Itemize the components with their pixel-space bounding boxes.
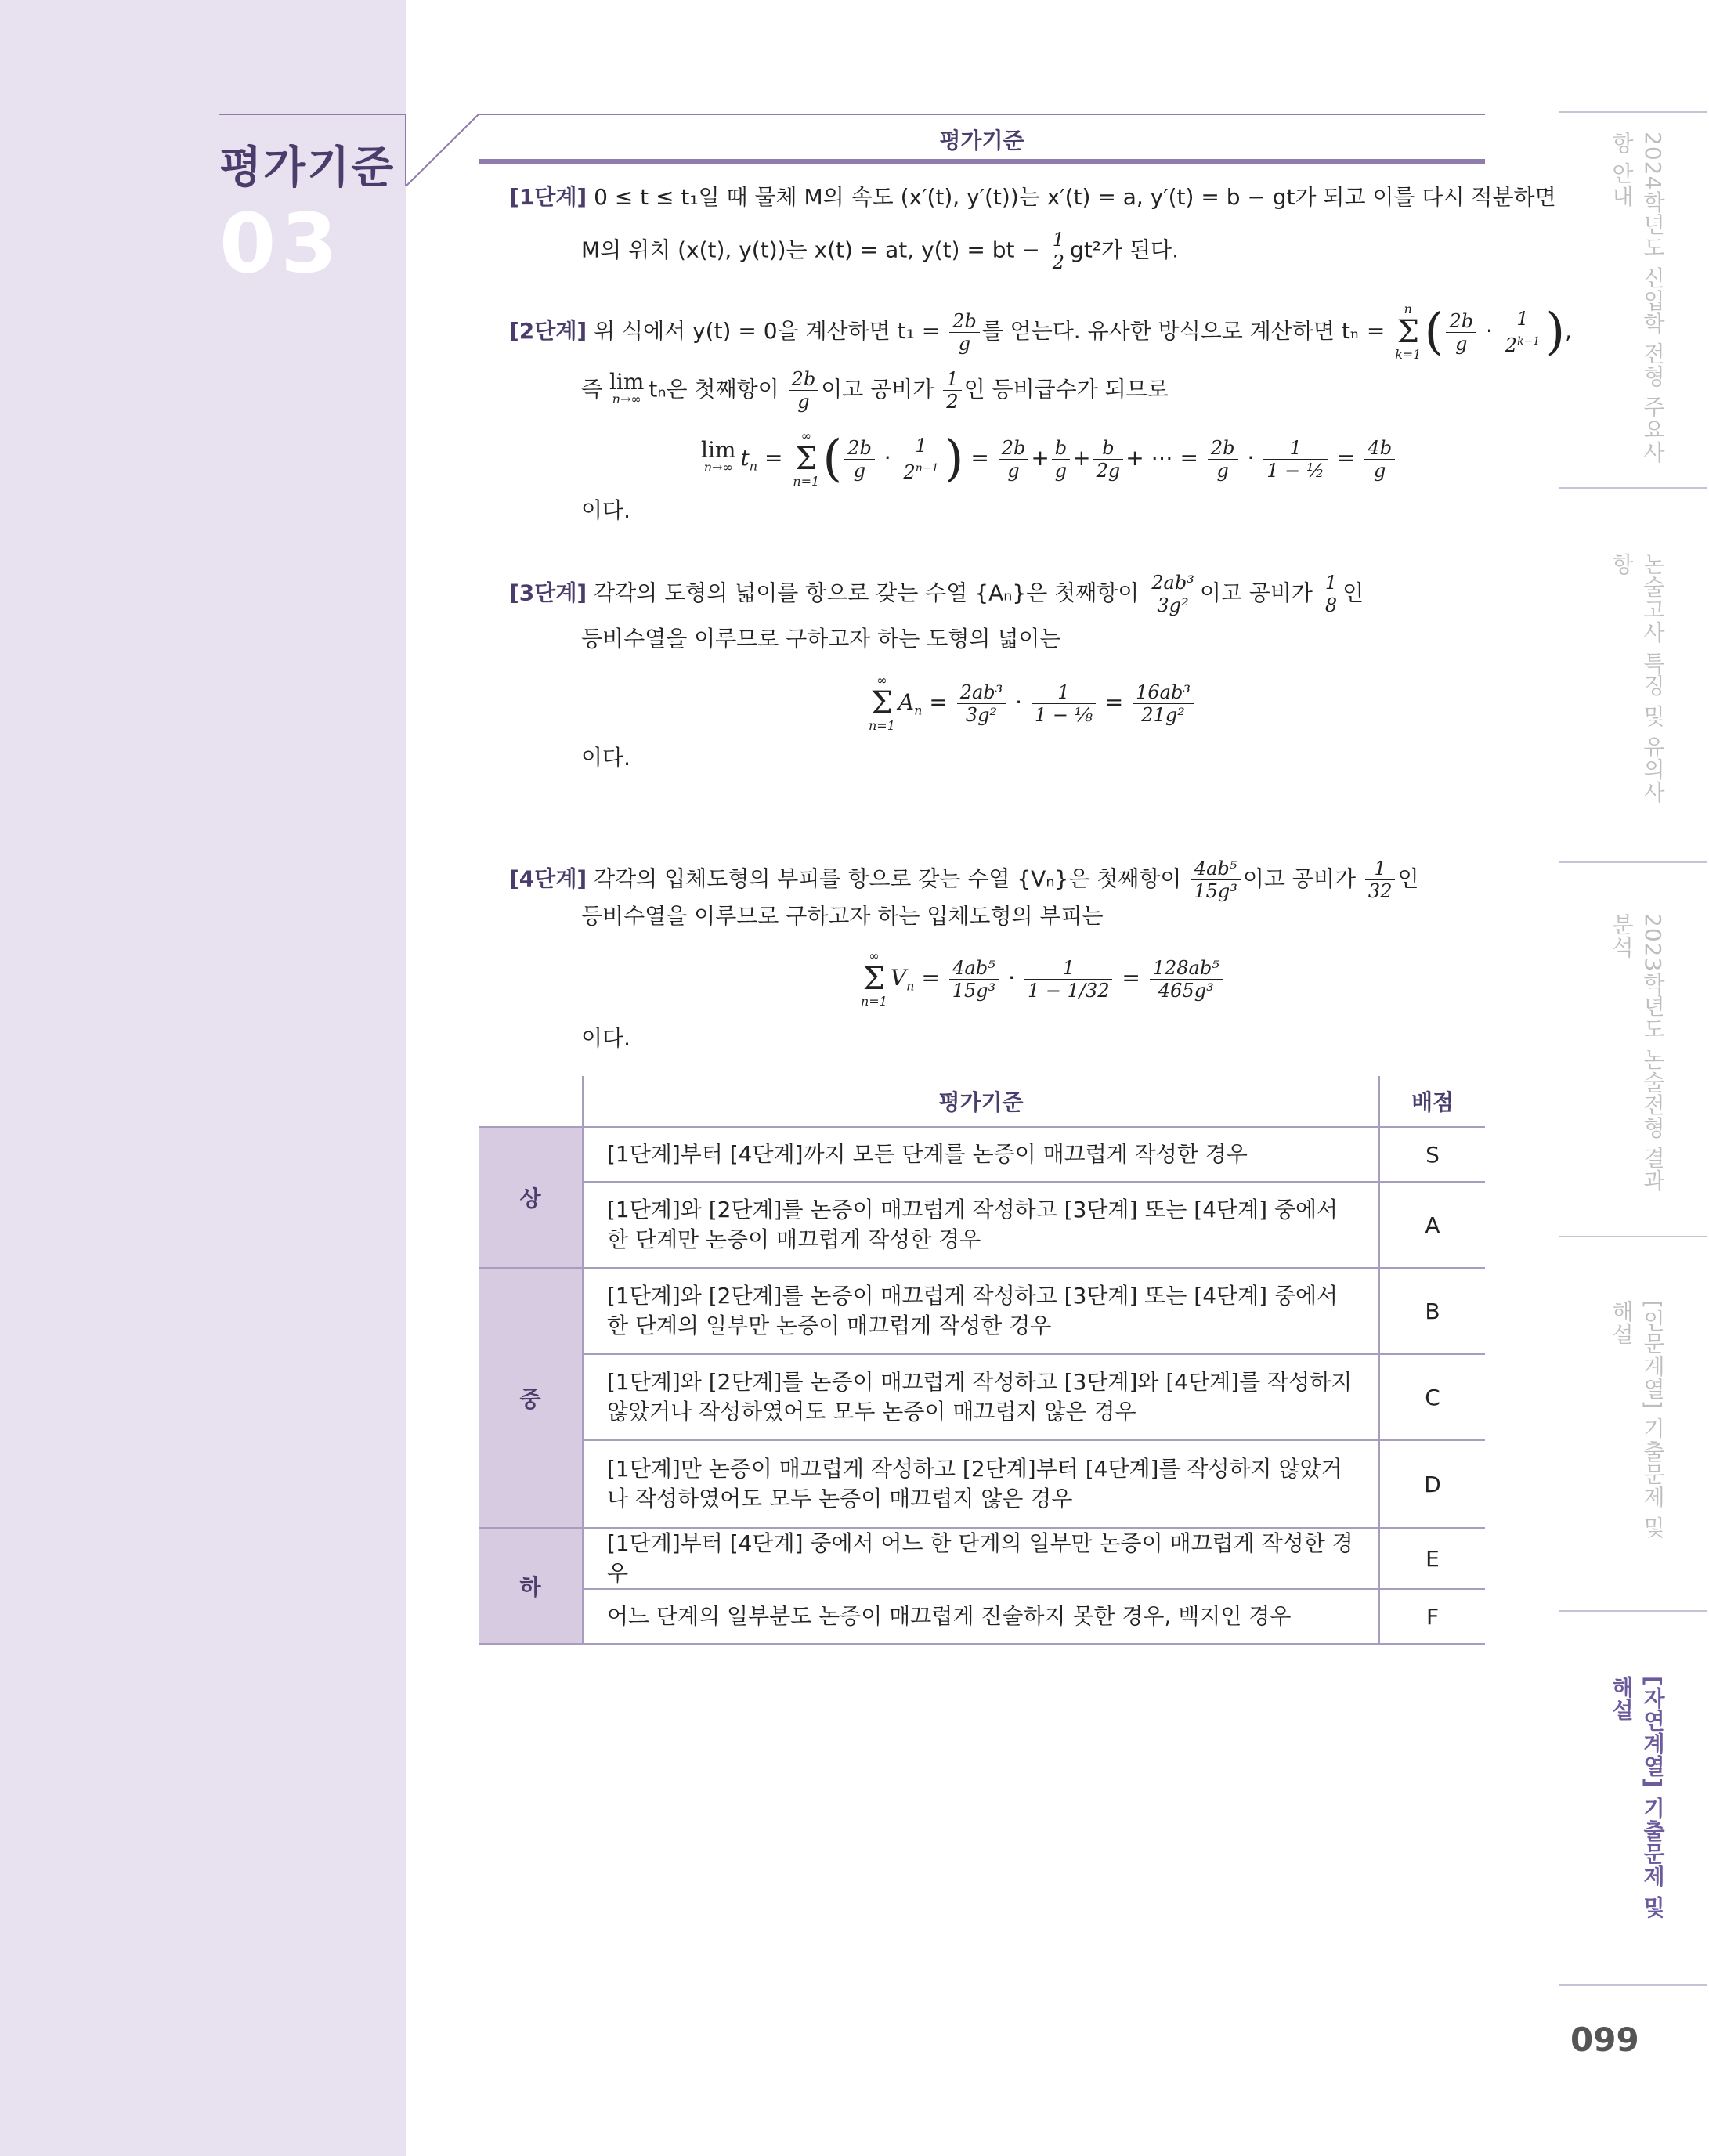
step3-text1a: 각각의 도형의 넓이를 항으로 갖는 수열 {Aₙ}은 첫째항이 <box>587 580 1147 606</box>
criteria-cell: 어느 단계의 일부분도 논증이 매끄럽게 진술하지 못한 경우, 백지인 경우 <box>583 1589 1379 1644</box>
nav-item-results-analysis[interactable]: 2023학년도 논술전형 결과 분석 <box>1609 913 1666 1193</box>
section-number: 03 <box>219 196 342 291</box>
score-cell: F <box>1379 1589 1485 1644</box>
score-cell: E <box>1379 1528 1485 1589</box>
score-cell: C <box>1379 1354 1485 1440</box>
step4-label: [4단계] <box>509 865 587 892</box>
table-header-criteria: 평가기준 <box>583 1076 1379 1127</box>
table-row <box>479 1528 1485 1589</box>
step1-label: [1단계] <box>509 184 587 210</box>
criteria-cell: [1단계]만 논증이 매끄럽게 작성하고 [2단계]부터 [4단계]를 작성하지 않았거나 작성하였어도 모두 논증이 매끄럽지 않은 경우 <box>583 1440 1379 1528</box>
criteria-cell: [1단계]와 [2단계]를 논증이 매끄럽게 작성하고 [3단계]와 [4단계]를 작성하지 않았거나 작성하였어도 모두 논증이 매끄럽지 않은 경우 <box>583 1354 1379 1440</box>
step2-line2: 즉 lim n→∞ tₙ은 첫째항이 $\frac{2b}{g}$ 이고 공비가 $\frac{1}{2}$ 인 등비급수가 되므로 <box>581 368 1169 413</box>
step2-text2d: 인 등비급수가 되므로 <box>963 376 1169 403</box>
step2-text2a: 즉 <box>581 376 609 403</box>
step3-text2: 등비수열을 이루므로 구하고자 하는 도형의 넓이는 <box>581 626 1061 652</box>
nav-divider <box>1559 1984 1707 1986</box>
step2-text2c: 이고 공비가 <box>821 376 941 403</box>
step3-line1: [3단계] 각각의 도형의 넓이를 항으로 갖는 수열 {Aₙ}은 첫째항이 $\frac{\text{2ab³}}{\text{3g²}}$ 이고 공비가 $\frac{1}{8}$ 인 <box>509 572 1364 616</box>
table-row <box>479 1589 1485 1644</box>
box-title: 평가기준 <box>939 128 1024 153</box>
score-cell: D <box>1379 1440 1485 1528</box>
step2-label: [2단계] <box>509 318 587 344</box>
table-row <box>479 1440 1485 1528</box>
table-row <box>479 1354 1485 1440</box>
level-high: 상 <box>479 1127 583 1268</box>
sum-symbol: n Σ k=1 <box>1395 302 1422 362</box>
step2-line1: [2단계] 위 식에서 y(t) = 0을 계산하면 t₁ = $\frac{2b}{g}$ 를 얻는다. 유사한 방식으로 계산하면 tₙ = n Σ k=1 ( $\frac{2b}{g}$ · $\frac{1}{2^{k-1}}$ ), <box>509 302 1573 362</box>
nav-divider <box>1559 487 1707 489</box>
step3-text1b: 이고 공비가 <box>1199 580 1320 606</box>
nav-divider <box>1559 1610 1707 1612</box>
step2-text2b: tₙ은 첫째항이 <box>649 376 786 403</box>
step3-text1c: 인 <box>1342 580 1364 606</box>
nav-item-natural-sciences[interactable]: [자연계열] 기출문제 및 해설 <box>1609 1676 1666 1919</box>
score-cell: A <box>1379 1182 1485 1268</box>
step2-text1b: 를 얻는다. 유사한 방식으로 계산하면 t <box>981 318 1350 344</box>
page-number: 099 <box>1570 2021 1639 2059</box>
score-cell: S <box>1379 1127 1485 1182</box>
criteria-cell: [1단계]부터 [4단계] 중에서 어느 한 단계의 일부만 논증이 매끄럽게 작성한 경우 <box>583 1528 1379 1589</box>
step4-equation: ∞ Σ n=1 $V_n$ = $\frac{\text{4ab⁵}}{\text{15g³}}$ · $\frac{1}{1 - 1/32}$ = $\frac{\text{128ab⁵}}{\text{465g³}}$ <box>858 949 1225 1009</box>
nav-divider <box>1559 1236 1707 1237</box>
step1-text1: 0 ≤ t ≤ t₁일 때 물체 M의 속도 (x′(t), y′(t))는 x′(t) = a, y′(t) = b − gt가 되고 이를 다시 적분하면 <box>587 184 1556 210</box>
score-cell: B <box>1379 1268 1485 1354</box>
section-title: 평가기준 <box>219 143 396 193</box>
step2-equation: lim n→∞ $t_n$ = ∞ Σ n=1 ( $\frac{2b}{g}$ · $\frac{1}{2^{n-1}}$ ) = $\frac{2b}{g}$ + $\frac{b}{g}$ + $\frac{b}{2g}$ + ⋯ = $\frac{2b}{g}$ · $\frac{1}{\text{1 − ½}}$ = $\frac{4b}{g}$ <box>701 429 1397 489</box>
criteria-cell: [1단계]와 [2단계]를 논증이 매끄럽게 작성하고 [3단계] 또는 [4단계] 중에서 한 단계만 논증이 매끄럽게 작성한 경우 <box>583 1182 1379 1268</box>
step4-text2: 등비수열을 이루므로 구하고자 하는 입체도형의 부피는 <box>581 903 1104 929</box>
step2-text1a: 위 식에서 y(t) = 0을 계산하면 t₁ = <box>587 318 948 344</box>
step4-text1c: 인 <box>1397 865 1419 892</box>
criteria-cell: [1단계]와 [2단계]를 논증이 매끄럽게 작성하고 [3단계] 또는 [4단계] 중에서 한 단계의 일부만 논증이 매끄럽게 작성한 경우 <box>583 1268 1379 1354</box>
step4-text3: 이다. <box>581 1025 630 1051</box>
left-band <box>0 0 406 2156</box>
step3-equation: ∞ Σ n=1 $A_n$ = $\frac{\text{2ab³}}{\text{3g²}}$ · $\frac{1}{\text{1 − ⅛}}$ = $\frac{\text{16ab³}}{\text{21g²}}$ <box>865 674 1196 733</box>
half-fraction: $\frac{1}{2}$ <box>1050 229 1068 273</box>
step1-line1 <box>509 182 1556 213</box>
nav-divider <box>1559 111 1707 113</box>
step1-text2b: gt²가 된다. <box>1070 237 1179 263</box>
step4-text1a: 각각의 입체도형의 부피를 항으로 갖는 수열 {Vₙ}은 첫째항이 <box>587 865 1189 892</box>
table-row <box>479 1268 1485 1354</box>
t1-fraction: $\frac{2b}{g}$ <box>949 310 980 355</box>
nav-item-essay-features[interactable]: 논술고사 특징 및 유의사항 <box>1609 553 1666 804</box>
evaluation-table <box>479 1076 1485 1645</box>
table-header-score: 배점 <box>1379 1076 1485 1127</box>
box-title-bar <box>479 159 1485 164</box>
step3-text3: 이다. <box>581 745 630 771</box>
step4-line1: [4단계] 각각의 입체도형의 부피를 항으로 갖는 수열 {Vₙ}은 첫째항이 $\frac{\text{4ab⁵}}{\text{15g³}}$ 이고 공비가 $\frac{1}{32}$ 인 <box>509 858 1419 902</box>
step2-text3: 이다. <box>581 497 630 523</box>
nav-item-admission-guide[interactable]: 2024학년도 신입학 전형 주요사항 안내 <box>1609 132 1666 464</box>
step1-text2a: M의 위치 (x(t), y(t))는 x(t) = at, y(t) = bt − <box>581 237 1047 263</box>
step3-label: [3단계] <box>509 580 587 606</box>
level-mid: 중 <box>479 1268 583 1528</box>
table-row <box>479 1127 1485 1182</box>
level-low: 하 <box>479 1528 583 1644</box>
step1-line2 <box>581 229 1179 273</box>
table-header-blank <box>479 1076 583 1127</box>
step4-text1b: 이고 공비가 <box>1242 865 1363 892</box>
nav-divider <box>1559 861 1707 863</box>
table-row <box>479 1182 1485 1268</box>
table-header-row <box>479 1076 1485 1127</box>
criteria-cell: [1단계]부터 [4단계]까지 모든 단계를 논증이 매끄럽게 작성한 경우 <box>583 1127 1379 1182</box>
nav-item-humanities[interactable]: [인문계열] 기출문제 및 해설 <box>1609 1300 1666 1539</box>
